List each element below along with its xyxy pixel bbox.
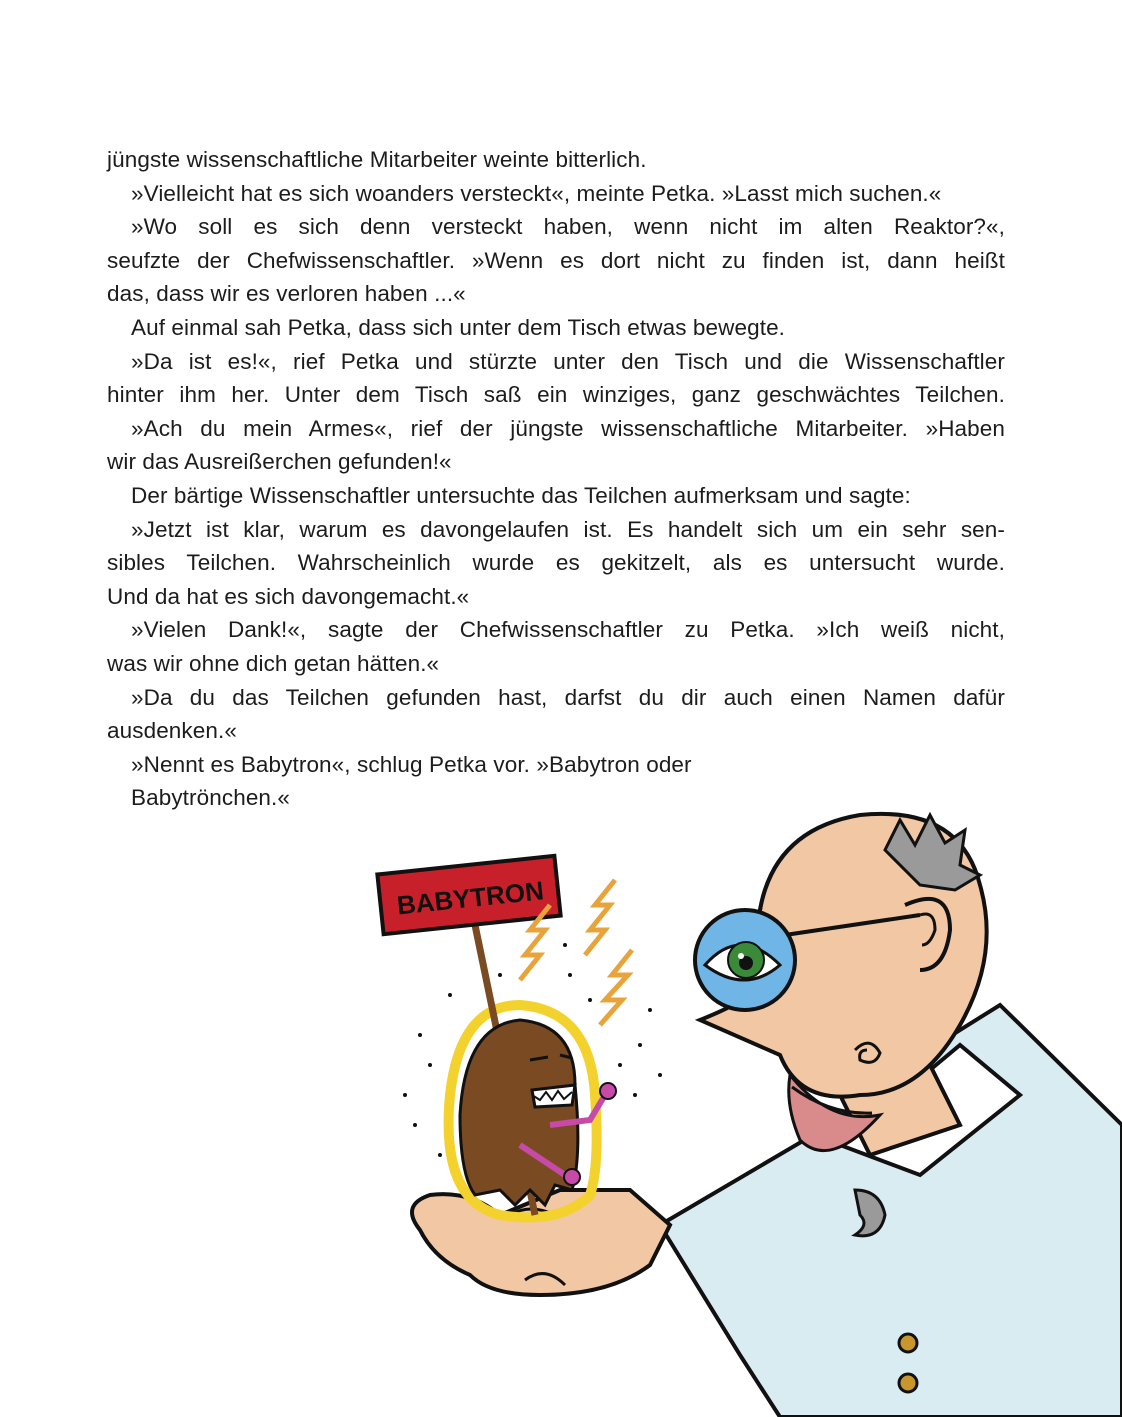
text-line: hinter ihm her. Unter dem Tisch saß ein winziges, ganz geschwächtes Teilchen. (107, 382, 1005, 408)
text-line: sibles Teilchen. Wahrscheinlich wurde es gekitzelt, als es untersucht wurde. (107, 550, 1005, 576)
text-line: Auf einmal sah Petka, dass sich unter dem Tisch etwas bewegte. (131, 314, 786, 340)
text-line: seufzte der Chefwissenschaftler. »Wenn es dort nicht zu finden ist, dann heißt (107, 247, 1005, 273)
text-line: ausdenken.« (107, 718, 237, 744)
spark-icon (600, 950, 632, 1025)
text-line: was wir ohne dich getan hätten.« (107, 650, 440, 676)
text-line: »Da du das Teilchen gefunden hast, darfst du dir auch einen Namen dafür (131, 684, 1005, 710)
text-line: »Nennt es Babytron«, schlug Petka vor. »Babytron oder (131, 751, 692, 777)
coat-button (899, 1374, 917, 1392)
text-line: »Jetzt ist klar, warum es davongelaufen ist. Es handelt sich um ein sehr sen- (131, 516, 1005, 542)
text-line: »Da ist es!«, rief Petka und stürzte unter den Tisch und die Wissenschaftler (131, 348, 1005, 374)
text-line: »Vielleicht hat es sich woanders versteckt«, meinte Petka. »Lasst mich suchen.« (131, 180, 942, 206)
text-line: Der bärtige Wissenschaftler untersuchte das Teilchen aufmerksam und sagte: (131, 482, 911, 508)
text-line: jüngste wissenschaftliche Mitarbeiter weinte bitterlich. (107, 147, 647, 172)
hand (412, 1190, 670, 1295)
text-line: das, dass wir es verloren haben ...« (107, 281, 466, 307)
text-line: Babytrönchen.« (131, 785, 291, 811)
text-line: »Wo soll es sich denn versteckt haben, wenn nicht im alten Reaktor?«, (131, 214, 1005, 240)
sign-text: BABYTRON (395, 875, 546, 921)
text-line: Und da hat es sich davongemacht.« (107, 583, 470, 609)
babytron-particle (460, 1020, 578, 1205)
spark-icon (585, 880, 615, 955)
text-line: »Vielen Dank!«, sagte der Chefwissenschaftler zu Petka. »Ich weiß nicht, (131, 617, 1005, 643)
text-line: »Ach du mein Armes«, rief der jüngste wissenschaftliche Mitarbeiter. »Haben (131, 415, 1005, 441)
scientist-illustration (360, 795, 1122, 1417)
story-text (107, 143, 1005, 815)
coat-button (899, 1334, 917, 1352)
text-line: wir das Ausreißerchen gefunden!« (107, 449, 452, 475)
